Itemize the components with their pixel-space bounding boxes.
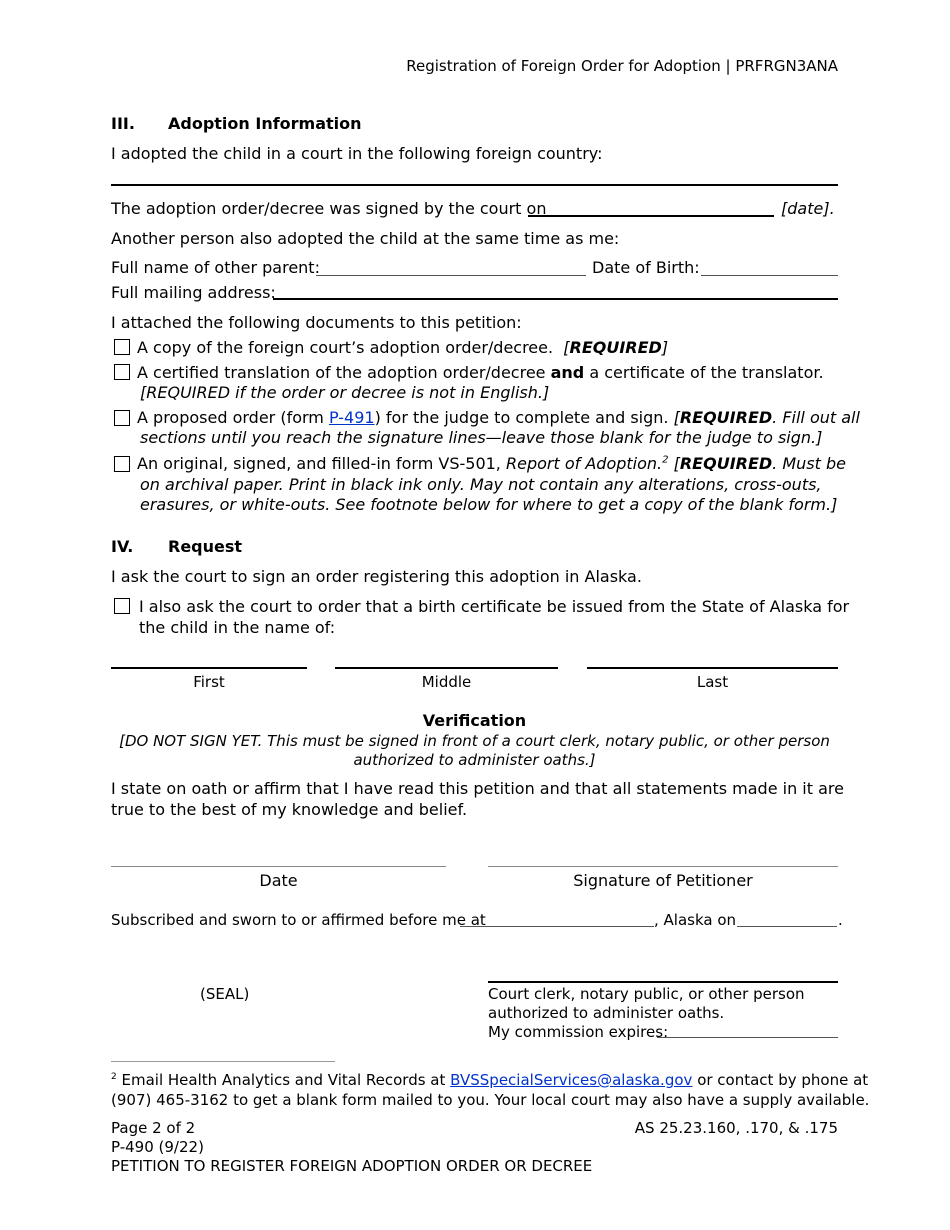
doc2-checkbox[interactable]	[114, 364, 130, 380]
country-prompt: I adopted the child in a court in the following foreign country:	[111, 144, 603, 163]
section-title: Request	[168, 537, 243, 556]
doc1-required: REQUIRED	[569, 338, 662, 357]
doc3-bracket-open: [	[673, 408, 680, 427]
doc4-required: REQUIRED	[679, 454, 773, 473]
attached-intro: I attached the following documents to this petition:	[111, 313, 522, 332]
clerk-signature-field[interactable]	[488, 981, 838, 983]
doc1-checkbox[interactable]	[114, 339, 130, 355]
first-label: First	[193, 673, 225, 691]
sworn-mid: , Alaska on	[654, 911, 737, 929]
email-link[interactable]: BVSSpecialServices@alaska.gov	[450, 1071, 693, 1089]
request-text: I ask the court to sign an order registering this adoption in Alaska.	[111, 567, 642, 586]
date-field[interactable]	[111, 866, 446, 867]
birth-cert-text-a: I also ask the court to order that a birth certificate be issued from the State of Alaska for	[139, 597, 850, 616]
commission-label: My commission expires:	[488, 1023, 669, 1041]
doc4-text-a: An original, signed, and filled-in form VS-501,	[137, 454, 501, 473]
other-parent-field[interactable]	[316, 275, 586, 276]
doc4-bracket-open: [	[673, 454, 680, 473]
page-number: Page 2 of 2	[111, 1119, 196, 1137]
sworn-prefix: Subscribed and sworn to or affirmed before me at	[111, 911, 486, 929]
last-name-field[interactable]	[587, 667, 838, 669]
birth-cert-text-b: the child in the name of:	[139, 618, 336, 637]
doc3-item	[137, 408, 860, 427]
doc1-bracket-open: [	[563, 338, 570, 357]
doc3-text-a: A proposed order (form	[137, 408, 324, 427]
commission-field[interactable]	[657, 1037, 838, 1038]
oath-text-b: true to the best of my knowledge and belief.	[111, 800, 468, 819]
doc1-text: A copy of the foreign court’s adoption order/decree.	[137, 338, 554, 357]
doc2-note: [REQUIRED if the order or decree is not in English.]	[140, 383, 550, 402]
doc1-item	[137, 338, 668, 357]
form-id: P-490 (9/22)	[111, 1138, 204, 1156]
address-field[interactable]	[273, 298, 838, 300]
doc4-title: Report of Adoption.	[505, 454, 663, 473]
running-header: Registration of Foreign Order for Adoption | PRFRGN3ANA	[406, 57, 838, 75]
doc3-checkbox[interactable]	[114, 410, 130, 426]
sworn-location-field[interactable]	[460, 926, 654, 927]
statute-ref: AS 25.23.160, .170, & .175	[634, 1119, 838, 1137]
other-person-text: Another person also adopted the child at the same time as me:	[111, 229, 620, 248]
verification-note-a: [DO NOT SIGN YET. This must be signed in front of a court clerk, notary public, or other person	[119, 732, 830, 750]
middle-label: Middle	[421, 673, 472, 691]
section-title: Adoption Information	[168, 114, 362, 133]
doc3-note-a: . Fill out all	[772, 408, 860, 427]
signed-date-suffix: [date].	[781, 199, 835, 218]
footnote-mark: 2	[111, 1072, 117, 1082]
seal-label: (SEAL)	[200, 985, 250, 1003]
doc2-text-b: a certificate of the translator.	[589, 363, 824, 382]
signed-date-label: The adoption order/decree was signed by the court on	[111, 199, 547, 218]
footnote-divider	[111, 1061, 335, 1062]
first-name-field[interactable]	[111, 667, 307, 669]
signature-field[interactable]	[488, 866, 838, 867]
signature-label: Signature of Petitioner	[573, 871, 753, 890]
country-field[interactable]	[111, 184, 838, 186]
address-label: Full mailing address:	[111, 283, 276, 302]
doc2-item	[137, 363, 824, 382]
doc4-note-a: . Must be	[772, 454, 846, 473]
doc4-note-c: erasures, or white-outs. See footnote below for where to get a copy of the blank form.]	[140, 495, 838, 514]
verification-title: Verification	[422, 711, 527, 730]
sworn-end: .	[838, 911, 843, 929]
birth-cert-checkbox[interactable]	[114, 598, 130, 614]
verification-note-b: authorized to administer oaths.]	[353, 751, 596, 769]
doc2-and: and	[550, 363, 585, 382]
footnote-text-b: or contact by phone at	[697, 1071, 869, 1089]
clerk-label-b: authorized to administer oaths.	[488, 1004, 725, 1022]
signed-date-field[interactable]	[528, 215, 774, 217]
clerk-label-a: Court clerk, notary public, or other person	[488, 985, 805, 1003]
dob-field[interactable]	[701, 275, 838, 276]
doc2-text-a: A certified translation of the adoption order/decree	[137, 363, 546, 382]
last-label: Last	[696, 673, 729, 691]
section-number: III.	[111, 114, 135, 133]
middle-name-field[interactable]	[335, 667, 558, 669]
footnote-ref: 2	[662, 454, 669, 466]
form-title: PETITION TO REGISTER FOREIGN ADOPTION ORDER OR DECREE	[111, 1157, 593, 1175]
oath-text-a: I state on oath or affirm that I have read this petition and that all statements made in it are	[111, 779, 844, 798]
doc3-text-b: ) for the judge to complete and sign.	[374, 408, 669, 427]
doc4-checkbox[interactable]	[114, 456, 130, 472]
doc4-note-b: on archival paper. Print in black ink only. May not contain any alterations, cross-outs,	[140, 475, 822, 494]
section-number: IV.	[111, 537, 134, 556]
date-label: Date	[259, 871, 298, 890]
form-p491-link[interactable]: P-491	[328, 408, 375, 427]
doc3-required: REQUIRED	[679, 408, 773, 427]
doc3-note-b: sections until you reach the signature lines—leave those blank for the judge to sign.]	[140, 428, 823, 447]
footnote-text-a: Email Health Analytics and Vital Records at	[121, 1071, 446, 1089]
footnote-line-c: (907) 465-3162 to get a blank form mailed to you. Your local court may also have a supply available.	[111, 1091, 870, 1109]
doc1-bracket-close: ]	[661, 338, 669, 357]
footnote-line-a	[111, 1071, 868, 1089]
dob-label: Date of Birth:	[592, 258, 700, 277]
sworn-date-field[interactable]	[737, 926, 837, 927]
other-parent-label: Full name of other parent:	[111, 258, 320, 277]
doc4-item	[137, 454, 846, 473]
